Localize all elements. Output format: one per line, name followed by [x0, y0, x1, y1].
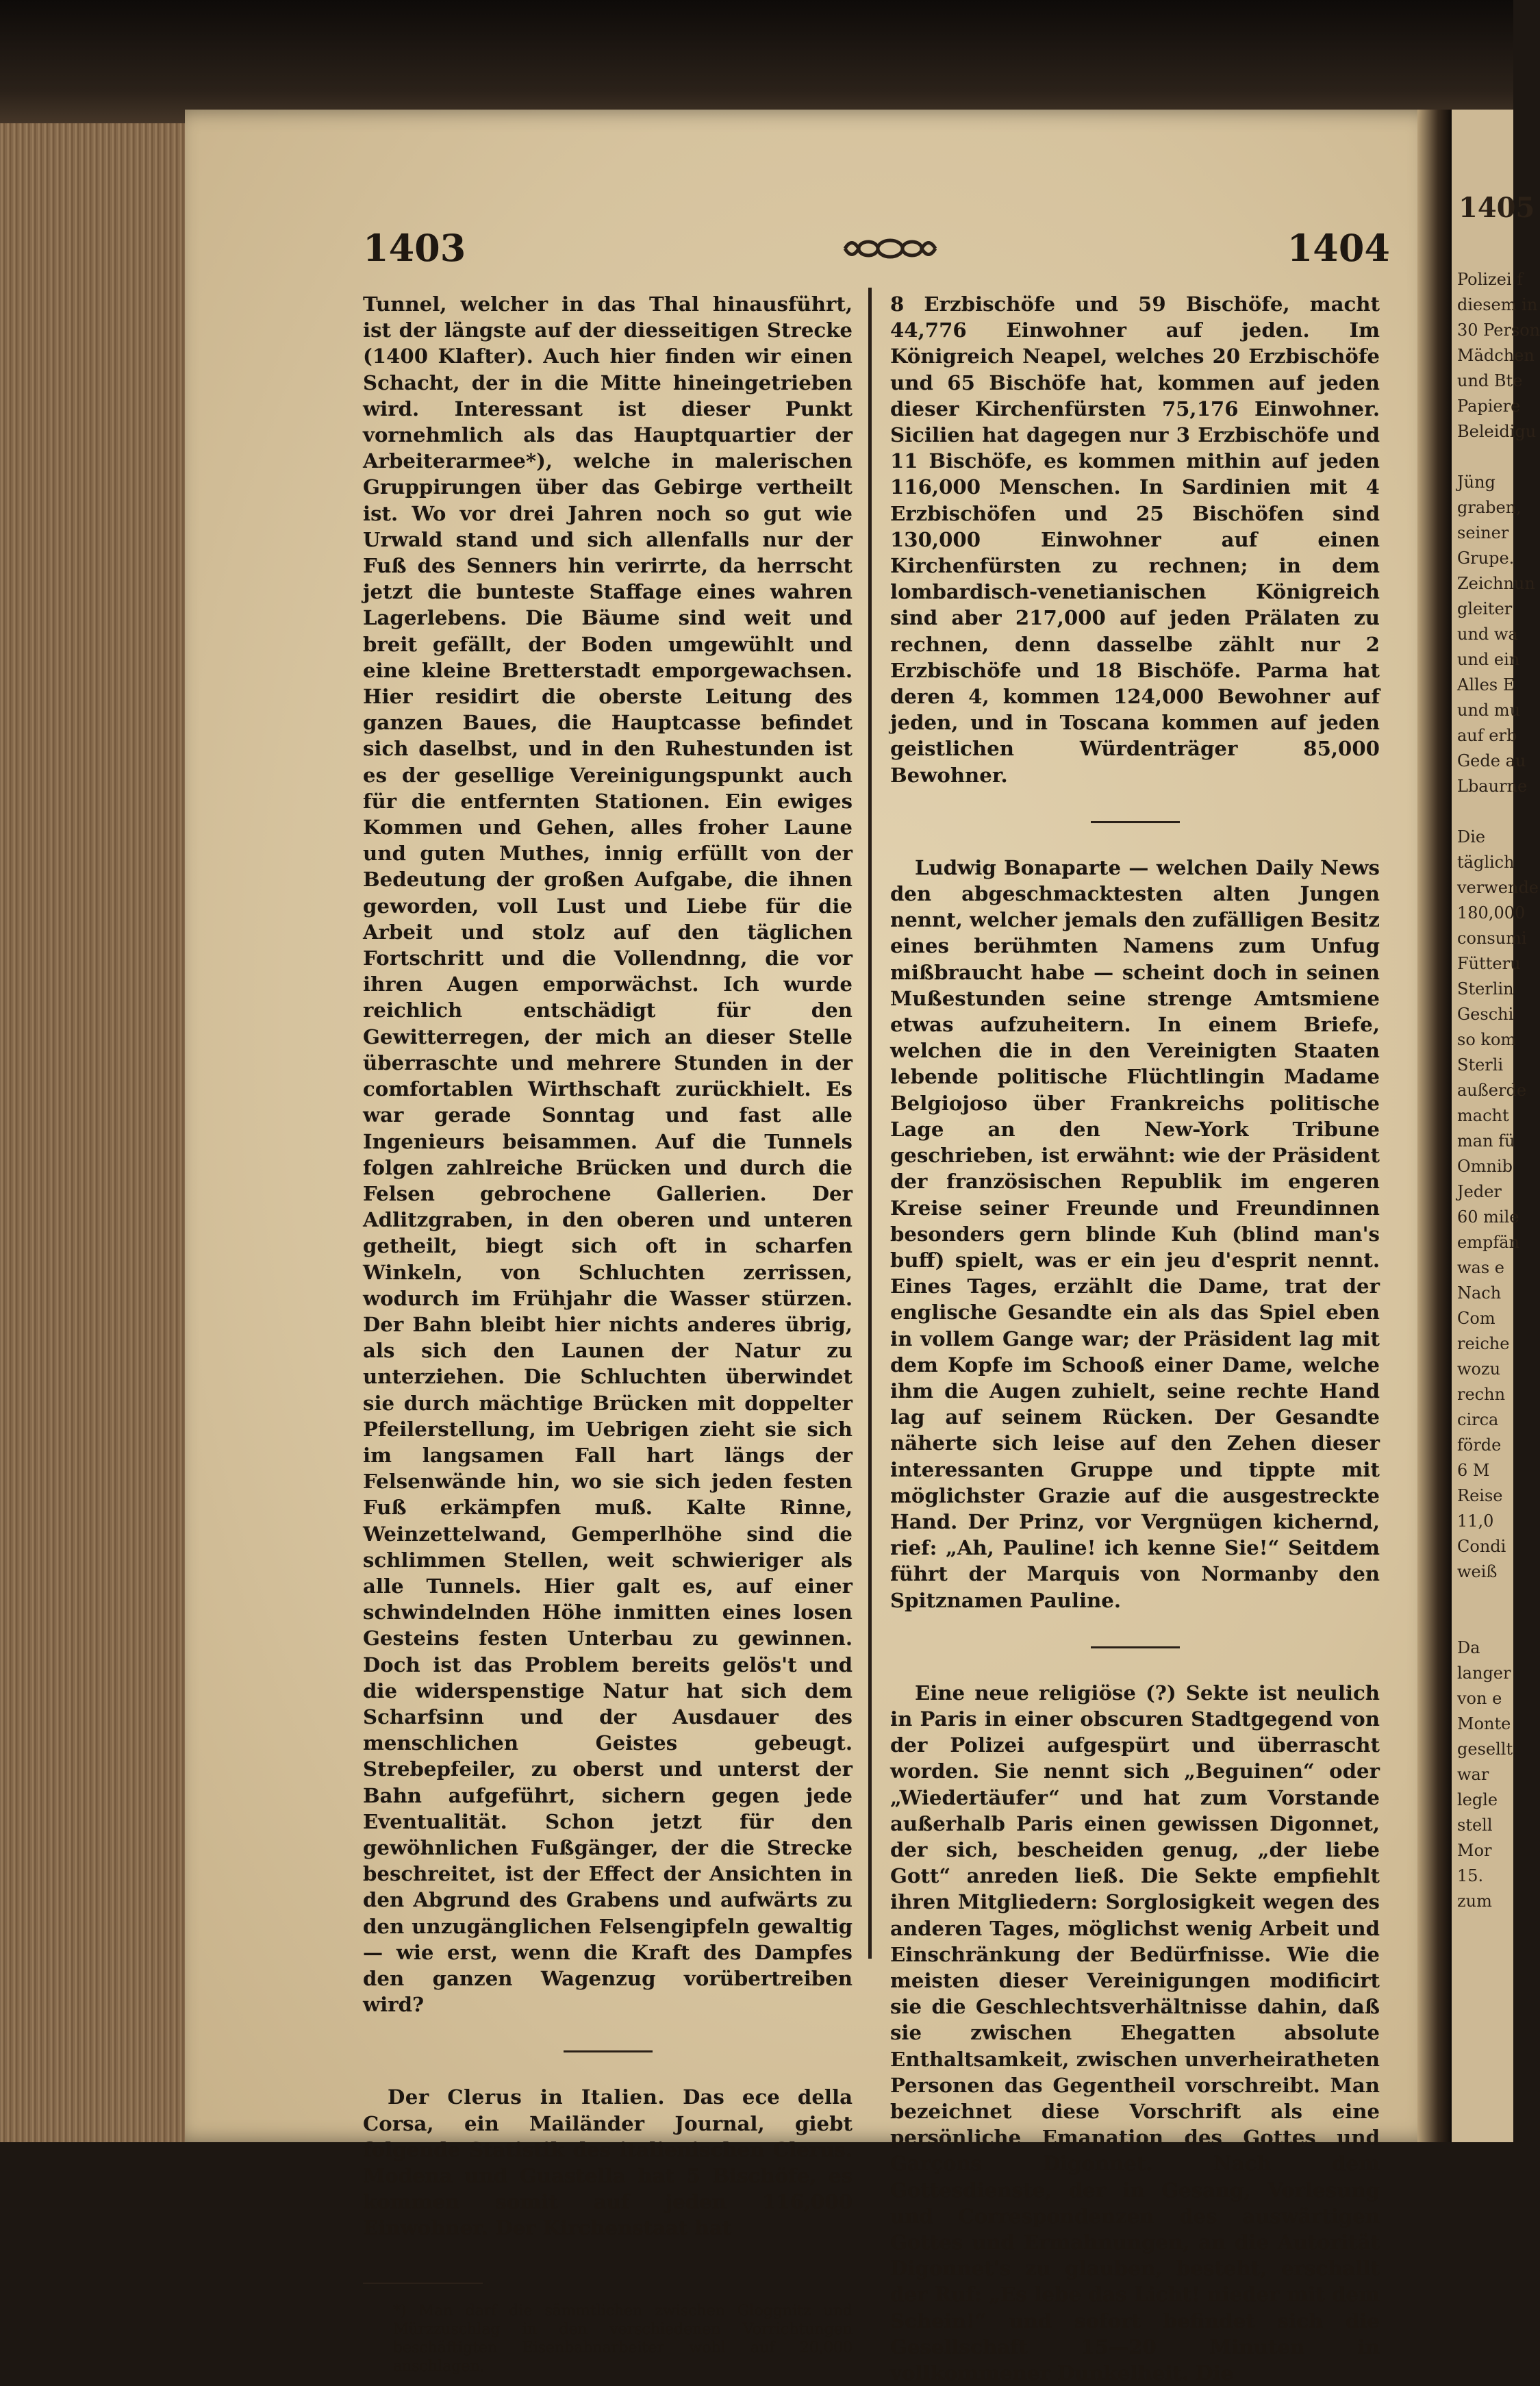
- footnote-rule: [363, 2283, 483, 2284]
- article-separator: [1091, 1646, 1180, 1648]
- next-page-fragment-line: consumi: [1457, 929, 1527, 948]
- ornament-icon: [842, 231, 938, 266]
- clerus-article-continuation: 8 Erzbischöfe und 59 Bischöfe, macht 44,776 Einwohner auf jeden. Im Königreich Neapel, welches 20 Erzbischöfe und 65 Bischöfe hat, kommen auf jeden dieser Kirchenfürsten 75,176 Einwohner. Sicilien hat dagegen nur 3 Erzbischöfe und 11 Bischöfe, es kommen mithin auf jeden 116,000 Menschen. In Sardinien mit 4 Erzbischöfen und 25 Bischöfen sind 130,000 Einwohner auf einen Kirchenfürsten zu rechnen; in dem lombardisch-venetianischen Königreich sind aber 217,000 auf jeden Prälaten zu rechnen, denn dasselbe zählt nur 2 Erzbischöfe und 18 Bischöfe. Parma hat deren 4, kommen 124,000 Bewohner auf jeden, und in Toscana kommen auf jeden geistlichen Würdenträger 85,000 Bewohner.: [890, 292, 1380, 787]
- next-page-fragment-line: macht: [1457, 1106, 1509, 1125]
- clerus-article-heading: Der Clerus in Italien.: [388, 2085, 666, 2109]
- next-page-fragment-line: empfän: [1457, 1233, 1519, 1252]
- next-page-fragment-line: Papiere: [1457, 397, 1521, 416]
- next-page-fragment-line: reiche: [1457, 1334, 1510, 1353]
- next-page-fragment-line: Monte: [1457, 1714, 1511, 1733]
- next-page-fragment-line: Fütteru: [1457, 954, 1521, 973]
- next-page-fragment-line: Nach: [1457, 1283, 1502, 1303]
- next-page-fragment-line: Sterlin: [1457, 979, 1514, 999]
- next-page-fragment-line: wozu: [1457, 1359, 1501, 1379]
- next-page-fragment-line: zum: [1457, 1892, 1492, 1911]
- next-page-fragment-line: Alles E: [1457, 675, 1515, 694]
- next-page-fragment-line: graben,: [1457, 498, 1522, 517]
- next-page-fragment-line: verwende: [1457, 878, 1539, 897]
- next-page-fragment-line: Com: [1457, 1309, 1495, 1328]
- next-page-fragment-line: und Bte: [1457, 371, 1523, 390]
- next-page-fragment-line: Jüng: [1457, 473, 1495, 492]
- next-page-fragment-line: stell: [1457, 1816, 1493, 1835]
- next-page-fragment-line: Mor: [1457, 1841, 1492, 1860]
- book-gutter: [1417, 110, 1452, 2142]
- clerus-article-paragraph: [363, 2084, 853, 2241]
- next-page-fragment-line: seiner: [1457, 523, 1509, 542]
- next-page-fragment-line: Sterli: [1457, 1055, 1504, 1075]
- next-page-fragment-line: so kom: [1457, 1030, 1517, 1049]
- next-page-fragment-line: 15.: [1457, 1866, 1484, 1885]
- next-page-fragment-line: 180,000: [1457, 903, 1526, 922]
- next-page-fragment-line: war: [1457, 1765, 1489, 1784]
- page-number-right: 1404: [1287, 226, 1390, 270]
- next-page-fragment-line: Jeder: [1457, 1182, 1502, 1201]
- next-page-fragment-line: man fü: [1457, 1131, 1515, 1151]
- article-separator: [1091, 821, 1180, 823]
- next-page-fragment-line: außerde: [1457, 1081, 1527, 1100]
- next-page-fragment-line: circa: [1457, 1410, 1499, 1429]
- bonaparte-article-paragraph: Ludwig Bonaparte — welchen Daily News den abgeschmacktesten alten Jungen nennt, welcher jemals den zufälligen Besitz eines berühmten Namens zum Unfug mißbraucht habe — scheint doch in seinen Mußestunden seine strenge Amtsmiene etwas aufzuheitern. In einem Briefe, welchen die in den Vereinigten Staaten lebende politische Flüchtlingin Madame Belgiojoso über Frankreichs politische Lage an den New-York Tribune geschrieben, ist erwähnt: wie der Präsident der französischen Republik im engeren Kreise seiner Freunde und Freundinnen besonders gern blinde Kuh (blind man's buff) spielt, was er ein jeu d'esprit nennt. Eines Tages, erzählt die Dame, trat der englische Gesandte ein als das Spiel eben in vollem Gange war; der Präsident lag mit dem Kopfe im Schooß einer Dame, welche ihm die Augen zuhielt, seine rechte Hand lag auf seinem Rücken. Der Gesandte näherte sich leise auf den Zehen dieser interessanten Gruppe und tippte mit möglichster Grazie auf die ausgestreckte Hand. Der Prinz, vor Vergnügen kichernd, rief: „Ah, Pauline! ich kenne Sie!“ Seitdem führt der Marquis von Normanby den Spitznamen Pauline.: [890, 855, 1380, 1612]
- tunnel-article-paragraph: Tunnel, welcher in das Thal hinausführt, ist der längste auf der diesseitigen Strecke (1400 Klafter). Auch hier finden wir einen Schacht, der in die Mitte hineingetrieben wird. Interessant ist dieser Punkt vornehmlich als das Hauptquartier der Arbeiterarmee*), welche in malerischen Gruppirungen über das Gebirge vertheilt ist. Wo vor drei Jahren noch so gut wie Urwald stand und sich allenfalls nur der Fuß des Senners hin verirrte, da herrscht jetzt die bunteste Staffage eines wahren Lagerlebens. Die Bäume sind weit und breit gefällt, der Boden umgewühlt und eine kleine Bretterstadt emporgewachsen. Hier residirt die oberste Leitung des ganzen Baues, die Hauptcasse befindet sich daselbst, und in den Ruhestunden ist es der gesellige Vereinigungspunkt auch für die entfernten Stationen. Ein ewiges Kommen und Gehen, alles froher Laune und guten Muthes, innig erfüllt von der Bedeutung der großen Aufgabe, die ihnen geworden, voll Lust und Liebe für die Arbeit und stolz auf den täglichen Fortschritt und die Vollendnng, die vor ihren Augen emporwächst. Ich wurde reichlich entschädigt für den Gewitterregen, der mich an dieser Stelle überraschte und mehrere Stunden in der comfortablen Wirthschaft zurückhielt. Es war gerade Sonntag und fast alle Ingenieurs beisammen. Auf die Tunnels folgen zahlreiche Brücken und durch die Felsen gebrochene Gallerien. Der Adlitzgraben, in den oberen und unteren getheilt, biegt sich oft in scharfen Winkeln, von Schluchten zerrissen, wodurch im Frühjahr die Wasser stürzen. Der Bahn bleibt hier nichts anderes übrig, als sich den Launen der Natur zu unterziehen. Die Schluchten überwindet sie durch mächtige Brücken mit doppelter Pfeilerstellung, im Uebrigen zieht sie sich im langsamen Fall hart längs der Felsenwände hin, wo sie sich jeden festen Fuß erkämpfen muß. Kalte Rinne, Weinzettelwand, Gemperlhöhe sind die schlimmen Stellen, weit schwieriger als alle Tunnels. Hier galt es, auf einer schwindelnden Höhe inmitten eines losen Gesteins festen Unterbau zu gewinnen. Doch ist das Problem bereits gelös't und die widerspenstige Natur hat sich dem Scharfsinn und der Ausdauer des menschlichen Geistes gebeugt. Strebepfeiler, zu oberst und unterst der Bahn aufgeführt, sichern gegen jede Eventualität. Schon jetzt für den gewöhnlichen Fußgänger, der die Strecke beschreitet, ist der Effect der Ansichten in den Abgrund des Grabens und aufwärts zu den unzugänglichen Felsengipfeln gewaltig — wie erst, wenn die Kraft des Dampfes den ganzen Wagenzug vorübertreiben wird?: [363, 292, 853, 2017]
- left-column: [363, 291, 853, 2376]
- next-page-fragment-line: von e: [1457, 1689, 1502, 1708]
- next-page-fragment-line: Zeichnun: [1457, 574, 1535, 593]
- next-page-fragment-line: auf erb: [1457, 726, 1517, 745]
- next-page-fragment-line: Da: [1457, 1638, 1480, 1657]
- footnote: *) Man darf die sämmtlichen zwischen Gloggnitz und Mürzzuschlag in den verschiedenen Vorrichtungen beschäftigten Eisenbahnarbeiter wohl auf 20,000 anschlagen.: [393, 2302, 853, 2375]
- next-page-number: 1405: [1459, 192, 1535, 224]
- next-page-fragment-line: Grupe.: [1457, 549, 1515, 568]
- sekte-article-paragraph: Eine neue religiöse (?) Sekte ist neulich in Paris in einer obscuren Stadtgegend von der Polizei aufgespürt und überrascht worden. Sie nennt sich „Beguinen“ oder „Wiedertäufer“ und hat zum Vorstande außerhalb Paris einen gewissen Digonnet, der sich, bescheiden genug, „der liebe Gott“ anreden ließ. Die Sekte empfiehlt ihren Mitgliedern: Sorglosigkeit wegen des anderen Tages, möglichst wenig Arbeit und Einschränkung der Bedürfnisse. Wie die meisten dieser Vereinigungen modificirt sie die Geschlechtsverhältnisse dahin, daß sie zwischen Ehegatten absolute Enthaltsamkeit, zwischen unverheiratheten Personen das Gegentheil vorschreibt. Man bezeichnet diese Vorschrift als eine persönliche Emanation des Gottes und Garçons Digonnet. Nach dem Gottesdienste, der in Gesang, Vorlesung und Correspondenzen des auswärtigen Gottes und Ermahnungen, an die Autorität Digonnet's zu glauben, besteht, erschallt der Ruf: „Es lebe das Licht! nieder mit dem Schein!“ und sofort befindet sich die Gesellschaft 15—20 Minuten in vollkommener Dunkelheit. Die: [890, 1681, 1380, 2385]
- next-page-fragment-line: Omnib: [1457, 1157, 1513, 1176]
- next-page-fragment-line: Lbaurne: [1457, 777, 1528, 796]
- next-page-fragment-line: 6 M: [1457, 1461, 1490, 1480]
- next-page-fragment-line: legle: [1457, 1790, 1498, 1809]
- next-page-fragment-line: rechn: [1457, 1385, 1506, 1404]
- next-page-fragment-line: und ein: [1457, 650, 1520, 669]
- next-page-fragment-line: und mu: [1457, 701, 1521, 720]
- next-page-fragment-line: 60 mile: [1457, 1207, 1519, 1227]
- next-page-fragment-line: gesellt: [1457, 1740, 1513, 1759]
- next-page-fragment-line: Geschi: [1457, 1005, 1514, 1024]
- next-page-fragment-line: Reise: [1457, 1486, 1503, 1505]
- next-page-fragment-line: was e: [1457, 1258, 1504, 1277]
- next-page-fragment-line: 30 Person: [1457, 321, 1540, 340]
- next-page-fragment-line: gleiter: [1457, 599, 1513, 618]
- next-page-fragment-line: Gede au: [1457, 751, 1526, 770]
- page-header: [363, 226, 1390, 281]
- next-page-fragment-line: Mädchen: [1457, 346, 1535, 365]
- next-page-fragment-line: Die: [1457, 827, 1486, 846]
- page-number-left: 1403: [363, 226, 466, 270]
- next-page-fragment-line: diesem in: [1457, 295, 1538, 314]
- next-page-fragment-line: 11,0: [1457, 1511, 1494, 1531]
- next-page-fragment-line: Condi: [1457, 1537, 1506, 1556]
- next-page-fragment-line: förde: [1457, 1435, 1502, 1455]
- next-page-fragment-line: langer: [1457, 1663, 1511, 1683]
- clerus-article-text: Das ece della Corsa, ein Mailänder Journal, giebt folgende Statistik des italienischen Clerus. Modena und Guastella hat 5 Bischöfe, es kommen somit auf jeden 116,000 Einwohner. Der Kirchenstaat hat: [363, 2085, 853, 2240]
- next-page-fragment: [1452, 110, 1540, 2142]
- next-page-fragment-line: Beleidigu: [1457, 422, 1537, 441]
- next-page-fragment-line: Polizei f: [1457, 270, 1524, 289]
- article-separator: [564, 2050, 653, 2052]
- book-page-edges: [0, 123, 199, 2142]
- next-page-fragment-line: und wa: [1457, 625, 1518, 644]
- next-page-fragment-line: weiß: [1457, 1562, 1498, 1581]
- column-divider: [868, 288, 872, 1959]
- next-page-fragment-line: täglich: [1457, 853, 1515, 872]
- right-column: [890, 291, 1380, 2386]
